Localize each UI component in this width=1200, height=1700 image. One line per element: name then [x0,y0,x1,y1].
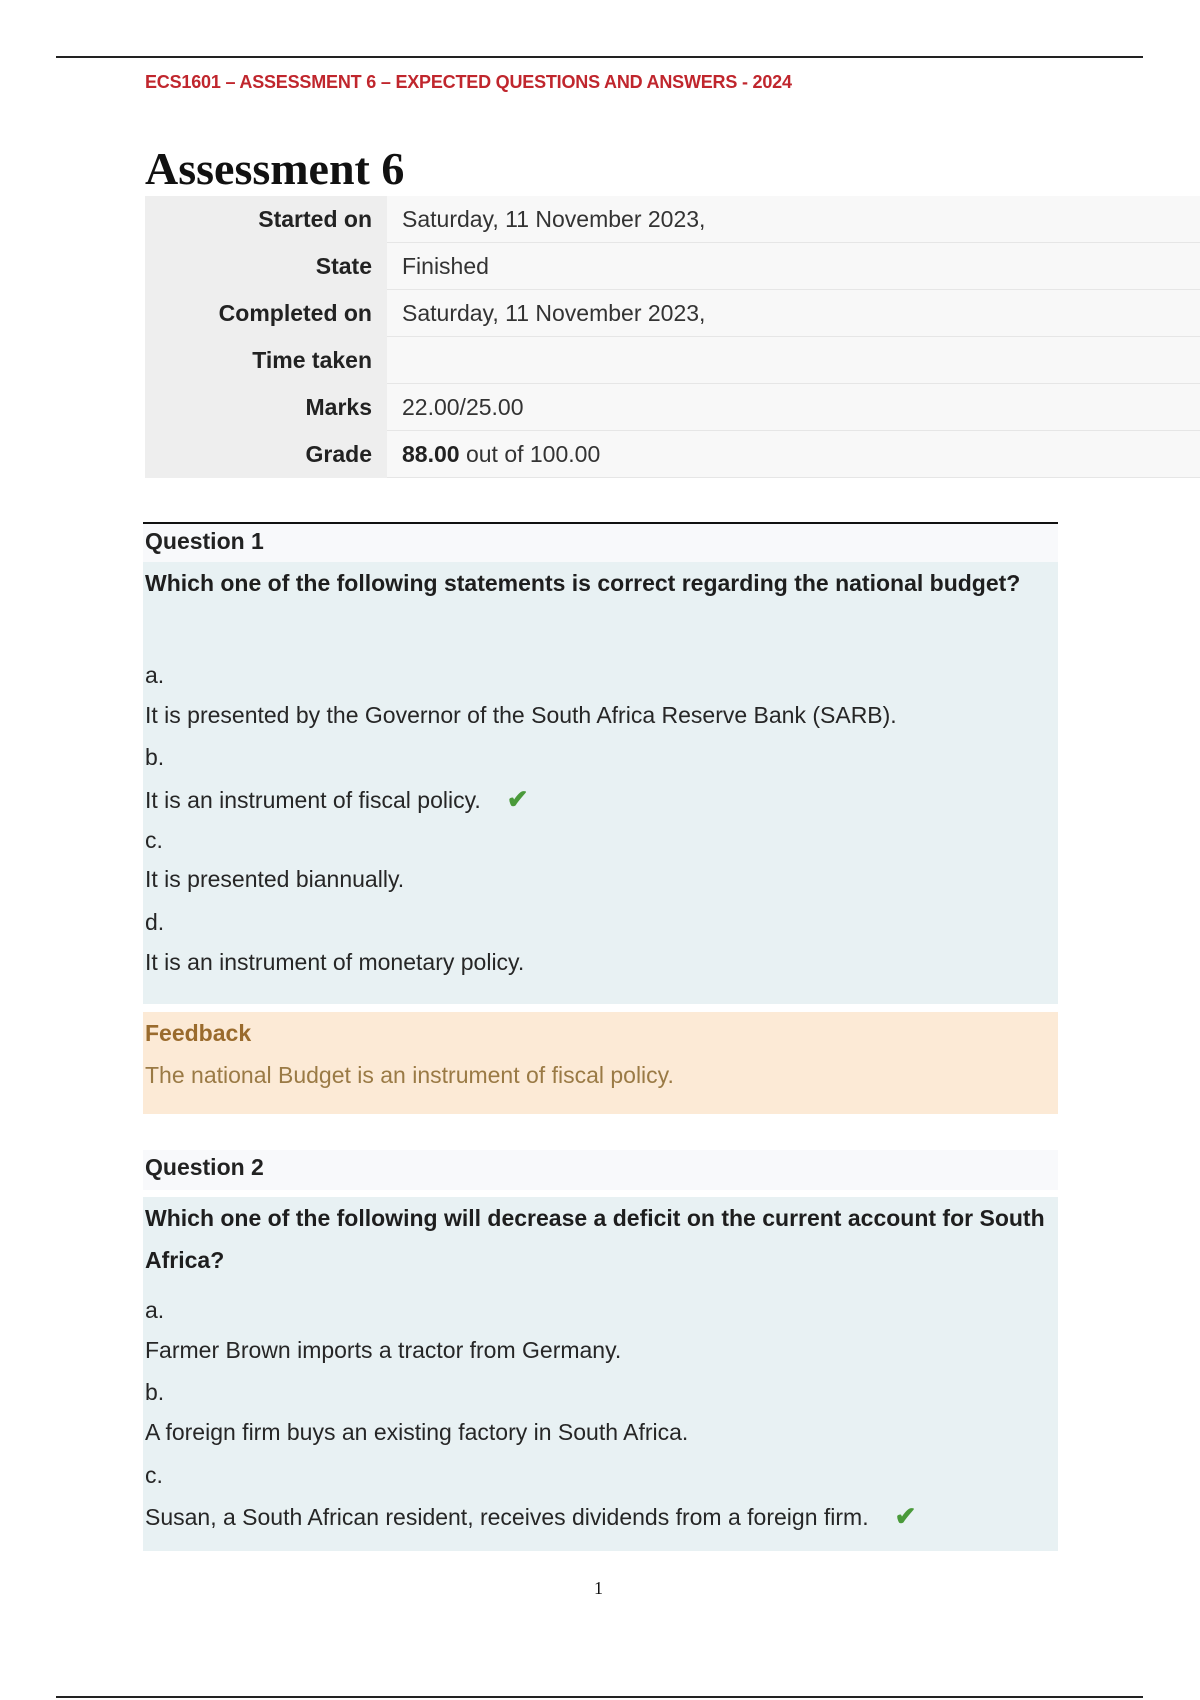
summary-row-time-taken [145,337,1200,384]
summary-row-completed [145,290,1200,337]
option-text: Susan, a South African resident, receives dividends from a foreign firm. [145,1504,869,1530]
check-mark-icon: ✔ [894,1501,917,1531]
option-letter: a. [145,662,165,688]
summary-value [387,337,1200,384]
summary-value [387,431,1200,478]
attempt-summary-table [145,196,1200,478]
question-number: Question 1 [145,528,264,554]
question-header [143,1150,1058,1190]
summary-value: Saturday, 11 November 2023, [387,196,1200,243]
option-text: It is presented by the Governor of the South Africa Reserve Bank (SARB). [145,702,897,728]
document-header: ECS1601 – ASSESSMENT 6 – EXPECTED QUESTIONS AND ANSWERS - 2024 [145,72,792,92]
grade-out-of: out of 100.00 [459,440,601,467]
check-mark-icon: ✔ [506,784,529,814]
option-letter: b. [145,1379,165,1405]
option-text: It is presented biannually. [145,866,405,892]
feedback-box [143,1012,1058,1114]
summary-label: State [145,243,387,290]
summary-label: Grade [145,431,387,478]
option-letter: d. [145,909,165,935]
summary-value: Finished [387,243,1200,290]
option-text: A foreign firm buys an existing factory in South Africa. [145,1419,689,1445]
summary-label: Time taken [145,337,387,384]
question-header [143,522,1058,562]
summary-label: Completed on [145,290,387,337]
page-title: Assessment 6 [145,143,405,194]
question-number: Question 2 [145,1154,264,1180]
summary-value: Saturday, 11 November 2023, [387,290,1200,337]
option-text: It is an instrument of monetary policy. [145,949,525,975]
summary-row-marks [145,384,1200,431]
summary-row-grade [145,431,1200,478]
feedback-text: The national Budget is an instrument of fiscal policy. [145,1062,674,1088]
option-letter: b. [145,744,165,770]
summary-row-started [145,196,1200,243]
option-c-row [145,1501,916,1532]
question-text: Which one of the following statements is correct regarding the national budget? [145,570,1021,596]
option-text: It is an instrument of fiscal policy. [145,787,481,813]
option-text: Farmer Brown imports a tractor from Germany. [145,1337,622,1363]
option-letter: c. [145,1462,163,1488]
option-letter: a. [145,1297,165,1323]
question-body [143,562,1058,1004]
top-rule [56,56,1143,58]
summary-row-state [145,243,1200,290]
summary-value: 22.00/25.00 [387,384,1200,431]
summary-label: Started on [145,196,387,243]
grade-value: 88.00 [402,440,460,467]
page-number: 1 [594,1578,603,1598]
option-letter: c. [145,827,163,853]
question-text: Which one of the following will decrease a deficit on the current account for South Africa? [145,1205,1045,1273]
option-b-row [145,784,529,815]
summary-label: Marks [145,384,387,431]
bottom-rule [56,1696,1143,1698]
feedback-label: Feedback [145,1020,252,1046]
question-body [143,1197,1058,1551]
